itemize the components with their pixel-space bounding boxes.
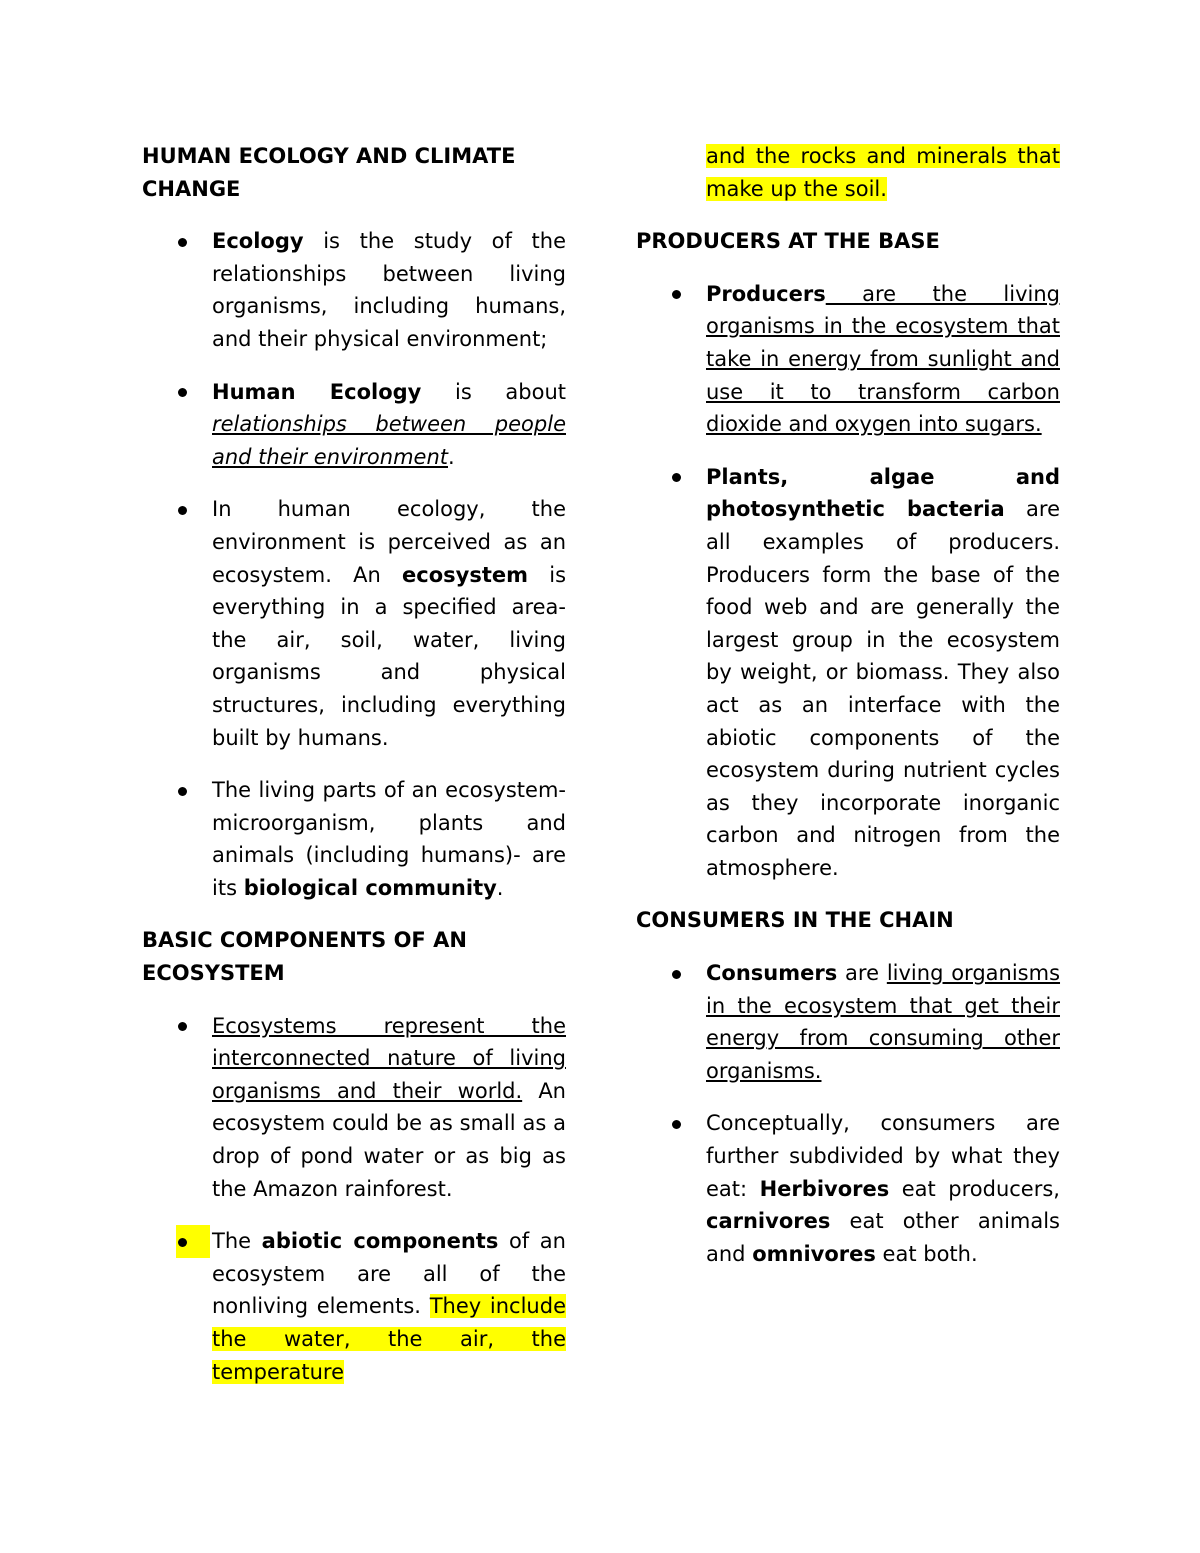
term-consumers: Consumers: [706, 961, 838, 986]
list-item-consumers: [636, 957, 1060, 1087]
abiotic-mid: of an ecosystem are all of the nonliving elements.: [212, 1229, 566, 1319]
abiotic-continuation: [706, 140, 1060, 205]
ecosystem-intro: In human ecology, the environment is perceived as an ecosystem. An: [212, 497, 566, 587]
intro-list: [142, 225, 566, 904]
living-parts-end: .: [496, 875, 504, 900]
producers-list: [636, 278, 1060, 885]
term-ecosystem: ecosystem: [402, 562, 529, 587]
term-herbivores: Herbivores: [759, 1176, 890, 1201]
list-item-abiotic: [142, 1225, 566, 1388]
title-line-1: HUMAN ECOLOGY AND CLIMATE: [142, 144, 516, 168]
abiotic-pre: The: [212, 1229, 262, 1254]
list-item-plants-algae: [636, 461, 1060, 885]
term-abiotic-components: abiotic components: [261, 1229, 499, 1254]
term-biological-community: biological community: [243, 875, 497, 900]
bullet-icon: [176, 493, 210, 526]
term-omnivores: omnivores: [752, 1241, 876, 1266]
ecosystems-rest: An ecosystem could be as small as a drop of pond water or as big as the Amazon rainforest.: [212, 1078, 566, 1201]
section2-line-2: ECOSYSTEM: [142, 961, 285, 986]
conceptually-pre: Conceptually, consumers are further subdivided by what they eat:: [706, 1111, 1060, 1201]
human-ecology-end: .: [448, 444, 455, 469]
ecology-definition: is the study of the relationships between living organisms, including humans, and their physical environment;: [212, 229, 566, 351]
document-title: [142, 140, 566, 205]
bullet-icon: [670, 461, 704, 494]
section-heading-producers: PRODUCERS AT THE BASE: [636, 229, 940, 254]
section-heading-consumers: CONSUMERS IN THE CHAIN: [636, 908, 954, 933]
term-ecology: Ecology: [212, 229, 304, 254]
consumers-mid: are: [837, 961, 887, 986]
bullet-icon: [670, 1107, 704, 1140]
bullet-icon: [176, 376, 210, 409]
term-carnivores: carnivores: [706, 1209, 831, 1234]
conceptually-mid1: eat producers,: [889, 1176, 1060, 1201]
conceptually-end: eat both.: [875, 1241, 978, 1266]
list-item-biological-community: [142, 774, 566, 904]
list-item-producers: [636, 278, 1060, 441]
list-item-human-ecology: [142, 376, 566, 474]
producers-definition: are the living organisms in the ecosystem that take in energy from sunlight and use it to transform carbon dioxide and oxygen into sugars.: [706, 281, 1060, 437]
bullet-icon: [670, 957, 704, 990]
human-ecology-emphasis: relationships between people and their environment: [212, 412, 566, 469]
list-item-ecosystems-represent: [142, 1010, 566, 1206]
section2-line-1: BASIC COMPONENTS OF AN: [142, 928, 467, 953]
living-parts-text: The living parts of an ecosystem- microorganism, plants and animals (including humans)- are its: [212, 778, 566, 900]
abiotic-highlight: They include the water, the air, the temperature: [212, 1294, 566, 1384]
term-producers: Producers: [706, 281, 826, 306]
list-item-ecosystem: [142, 493, 566, 754]
list-item-conceptually: [636, 1107, 1060, 1270]
human-ecology-mid: is about: [421, 379, 566, 404]
list-item-ecology: [142, 225, 566, 355]
bullet-icon-highlighted: [176, 1225, 210, 1258]
plants-algae-text: are all examples of producers. Producers form the base of the food web and are generally the largest group in the ecosystem by weight, or biomass. They also act as an interface with the abiotic components of the ecosystem during nutrient cycles as they incorporate inorganic carbon and nitrogen from the atmosphere.: [706, 497, 1061, 880]
left-column: [142, 140, 566, 1408]
bullet-icon: [176, 1010, 210, 1043]
conceptually-mid2: eat other animals and: [706, 1209, 1060, 1266]
section-heading-basic-components: [142, 924, 566, 989]
term-plants-algae-bacteria: Plants, algae and photosynthetic bacteria: [706, 464, 1060, 522]
consumers-definition: living organisms in the ecosystem that get their energy from consuming other organisms.: [706, 961, 1061, 1083]
consumers-list: [636, 957, 1060, 1270]
ecosystems-underlined: Ecosystems represent the interconnected nature of living organisms and their world.: [212, 1013, 566, 1103]
right-column: [636, 140, 1060, 1290]
components-list: [142, 1010, 566, 1389]
bullet-icon: [670, 278, 704, 311]
bullet-icon: [176, 225, 210, 258]
bullet-icon: [176, 774, 210, 807]
term-human-ecology: Human Ecology: [212, 379, 422, 404]
abiotic-continuation-highlight: and the rocks and minerals that make up the soil.: [706, 144, 1060, 201]
title-line-2: CHANGE: [142, 176, 241, 201]
ecosystem-definition: is everything in a specified area- the air, soil, water, living organisms and physical structures, including everything built by humans.: [212, 562, 567, 750]
